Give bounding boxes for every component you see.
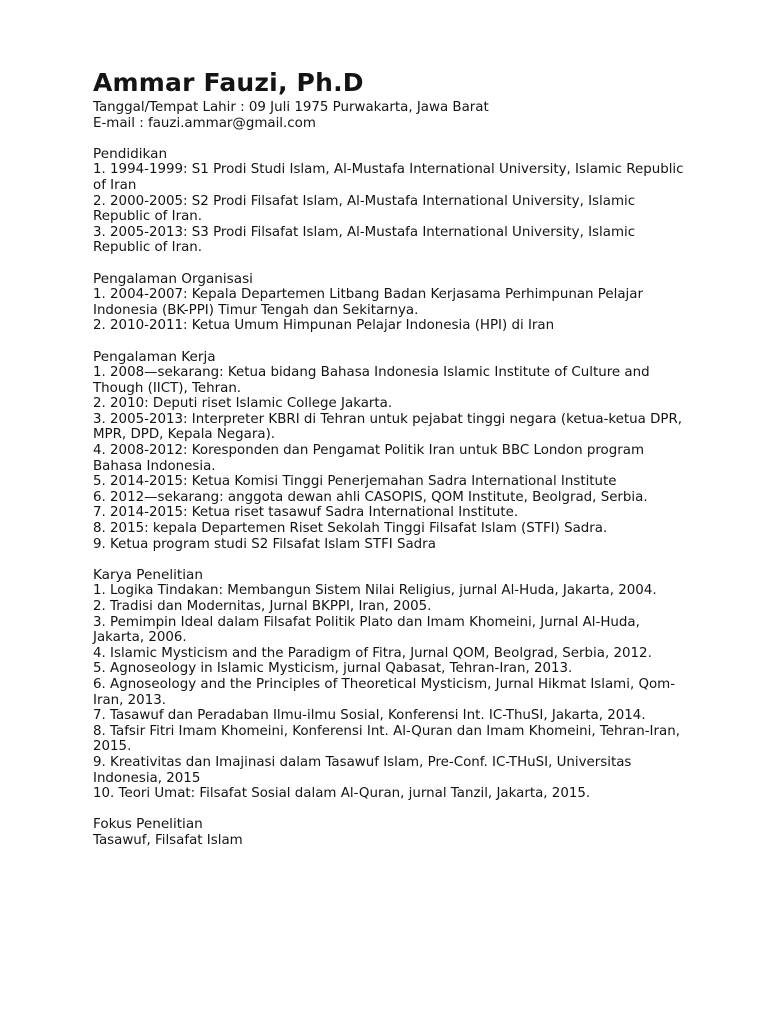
list-item: 1. Logika Tindakan: Membangun Sistem Nilai Religius, jurnal Al-Huda, Jakarta, 2004. bbox=[93, 583, 657, 599]
section-heading: Pengalaman Organisasi bbox=[93, 270, 253, 287]
cv-page bbox=[93, 66, 693, 849]
cv-name: Ammar Fauzi, Ph.D bbox=[93, 68, 364, 97]
item-list bbox=[93, 287, 693, 334]
item-list bbox=[93, 583, 693, 801]
list-item: 1. 2008—sekarang: Ketua bidang Bahasa Indonesia Islamic Institute of Culture and Though (IICT), Tehran. bbox=[93, 365, 650, 396]
email-info: E-mail : fauzi.ammar@gmail.com bbox=[93, 115, 316, 131]
list-item: 2. Tradisi dan Modernitas, Jurnal BKPPI, Iran, 2005. bbox=[93, 599, 432, 614]
list-item: 4. 2008-2012: Koresponden dan Pengamat Politik Iran untuk BBC London program Bahasa Indonesia. bbox=[93, 443, 644, 474]
list-item: 1. 1994-1999: S1 Prodi Studi Islam, Al-Mustafa International University, Islamic Republic of Iran bbox=[93, 162, 684, 193]
list-item: 9. Kreativitas dan Imajinasi dalam Tasawuf Islam, Pre-Conf. IC-THuSI, Universitas Indonesia, 2015 bbox=[93, 754, 632, 786]
section-fokus-penelitian bbox=[93, 817, 693, 848]
list-item: 2. 2010: Deputi riset Islamic College Jakarta. bbox=[93, 396, 393, 412]
list-item: 2. 2000-2005: S2 Prodi Filsafat Islam, Al-Mustafa International University, Islamic Republic of Iran. bbox=[93, 193, 636, 225]
section-heading: Pengalaman Kerja bbox=[93, 348, 216, 365]
list-item: 5. 2014-2015: Ketua Komisi Tinggi Penerjemahan Sadra International Institute bbox=[93, 474, 617, 490]
item-list bbox=[93, 833, 693, 849]
list-item: 8. 2015: kepala Departemen Riset Sekolah Tinggi Filsafat Islam (STFI) Sadra. bbox=[93, 521, 608, 537]
list-item: 3. 2005-2013: Interpreter KBRI di Tehran untuk pejabat tinggi negara (ketua-ketua DPR, MPR, DPD, Kepala Negara). bbox=[93, 411, 683, 443]
list-item: 2. 2010-2011: Ketua Umum Himpunan Pelajar Indonesia (HPI) di Iran bbox=[93, 318, 555, 334]
list-item: 1. 2004-2007: Kepala Departemen Litbang Badan Kerjasama Perhimpunan Pelajar Indonesia (BK-PPI) Timur Tengah dan Sekitarnya. bbox=[93, 287, 643, 318]
section-pendidikan bbox=[93, 147, 693, 256]
list-item: 5. Agnoseology in Islamic Mysticism, jurnal Qabasat, Tehran-Iran, 2013. bbox=[93, 661, 573, 677]
list-item: 10. Teori Umat: Filsafat Sosial dalam Al-Quran, jurnal Tanzil, Jakarta, 2015. bbox=[93, 786, 591, 802]
section-heading: Karya Penelitian bbox=[93, 566, 203, 583]
section-pengalaman-kerja bbox=[93, 350, 693, 553]
birth-info: Tanggal/Tempat Lahir : 09 Juli 1975 Purwakarta, Jawa Barat bbox=[93, 100, 489, 115]
section-heading: Fokus Penelitian bbox=[93, 816, 203, 833]
item-list bbox=[93, 162, 693, 256]
list-item: 6. 2012—sekarang: anggota dewan ahli CASOPIS, QOM Institute, Beolgrad, Serbia. bbox=[93, 489, 648, 505]
section-heading: Pendidikan bbox=[93, 145, 168, 162]
list-item: 9. Ketua program studi S2 Filsafat Islam STFI Sadra bbox=[93, 536, 436, 552]
list-item: 7. Tasawuf dan Peradaban Ilmu-ilmu Sosial, Konferensi Int. IC-ThuSI, Jakarta, 2014. bbox=[93, 708, 646, 724]
list-item: 6. Agnoseology and the Principles of Theoretical Mysticism, Jurnal Hikmat Islami, Qom-Iran, 2013. bbox=[93, 676, 676, 708]
item-list bbox=[93, 365, 693, 552]
section-pengalaman-organisasi bbox=[93, 272, 693, 334]
list-item: 3. Pemimpin Ideal dalam Filsafat Politik Plato dan Imam Khomeini, Jurnal Al-Huda, Jakarta, 2006. bbox=[93, 614, 640, 646]
section-karya-penelitian bbox=[93, 568, 693, 802]
list-item: 4. Islamic Mysticism and the Paradigm of Fitra, Jurnal QOM, Beolgrad, Serbia, 2012. bbox=[93, 645, 652, 661]
list-item: 8. Tafsir Fitri Imam Khomeini, Konferensi Int. Al-Quran dan Imam Khomeini, Tehran-Iran, 2015. bbox=[93, 723, 680, 755]
list-item: Tasawuf, Filsafat Islam bbox=[93, 832, 243, 848]
list-item: 3. 2005-2013: S3 Prodi Filsafat Islam, Al-Mustafa International University, Islamic Republic of Iran. bbox=[93, 224, 636, 256]
list-item: 7. 2014-2015: Ketua riset tasawuf Sadra International Institute. bbox=[93, 505, 519, 521]
